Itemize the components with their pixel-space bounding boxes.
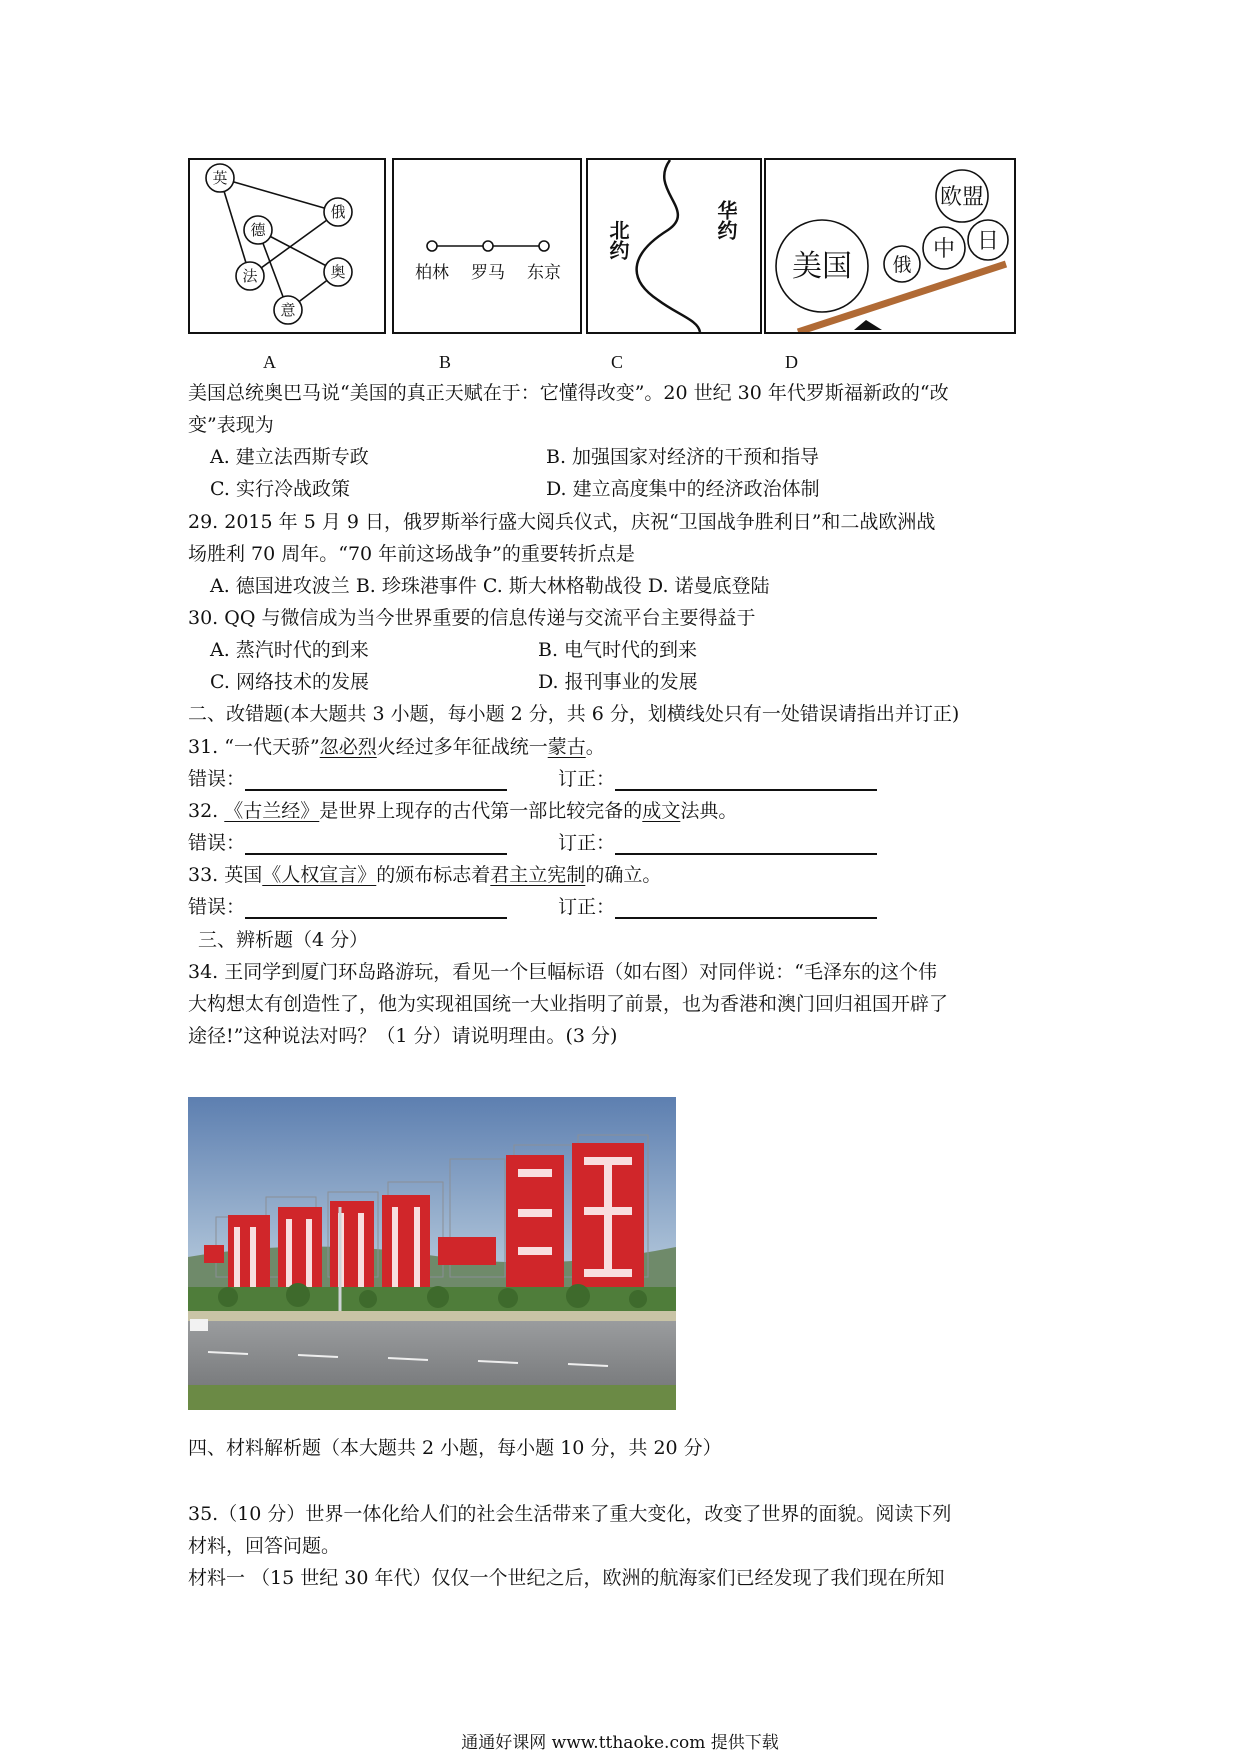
q31-underlined-2: 蒙古 [547,736,586,758]
circle-label: 中 [932,237,956,262]
q32-error-blank[interactable] [245,833,507,855]
section-3-heading: 三、辨析题（4 分） [198,929,369,951]
q32-underlined-1: 《古兰经》 [224,800,320,822]
q28-stem-line1: 美国总统奥巴马说“美国的真正天赋在于：它懂得改变”。20 世纪 30 年代罗斯福新政的“改 [188,382,949,404]
bloc-label-right: 华约 [714,200,738,240]
q32-answer-row [188,829,507,857]
q31-underlined-1: 忽必烈 [319,736,377,758]
q33-underlined-1: 《人权宣言》 [262,864,377,886]
figure-b-axis-diagram [392,158,582,334]
figure-caption-b: B [439,352,452,372]
q33-answer-row [188,893,507,921]
figure-caption-a: A [263,352,276,372]
q35-line1: 35.（10 分）世界一体化给人们的社会生活带来了重大变化，改变了世界的面貌。阅读下列 [188,1503,952,1525]
city-label: 柏林 [415,263,449,283]
q31-error-blank[interactable] [245,769,507,791]
q33-underlined-2: 君主立宪制 [490,864,586,886]
q31-stem: 31. “一代天骄”忽必烈火经过多年征战统一蒙古。 [188,736,605,758]
q31-fix-blank[interactable] [615,769,877,791]
q35-line3: 材料一 （15 世纪 30 年代）仅仅一个世纪之后，欧洲的航海家们已经发现了我们现在所知 [188,1567,945,1589]
q30-stem: 30. QQ 与微信成为当今世界重要的信息传递与交流平台主要得益于 [188,607,756,629]
q28-stem-line2: 变”表现为 [188,414,274,436]
q33-stem: 33. 英国《人权宣言》的颁布标志着君主立宪制的确立。 [188,864,662,886]
figure-caption-d: D [785,352,798,372]
city-label: 东京 [527,263,561,283]
circle-label: 俄 [892,254,912,276]
q30-option-b: B. 电气时代的到来 [538,639,698,661]
fix-label: 订正： [558,768,616,790]
fix-label: 订正： [558,832,616,854]
q33-error-blank[interactable] [245,897,507,919]
q32-fix-blank[interactable] [615,833,877,855]
q28-option-a: A. 建立法西斯专政 [210,446,369,468]
figure-d-balance-diagram [764,158,1016,334]
q29-options: A. 德国进攻波兰 B. 珍珠港事件 C. 斯大林格勒战役 D. 诺曼底登陆 [210,575,770,597]
circle-label: 美国 [792,249,852,284]
error-label: 错误： [188,768,246,790]
q28-option-d: D. 建立高度集中的经济政治体制 [546,478,820,500]
q31-fix-row [558,765,877,793]
figure-a-alliance-diagram [188,158,386,334]
node-label: 俄 [330,203,346,221]
slogan-billboard-photo [188,1097,676,1410]
q32-underlined-2: 成文 [642,800,681,822]
q34-line3: 途径!”这种说法对吗？（1 分）请说明理由。(3 分) [188,1025,618,1047]
circle-label: 日 [976,229,1000,254]
q33-fix-blank[interactable] [615,897,877,919]
q29-stem-line2: 场胜利 70 周年。“70 年前这场战争”的重要转折点是 [188,543,635,565]
q33-fix-row [558,893,877,921]
q30-option-d: D. 报刊事业的发展 [538,671,698,693]
node-label: 奥 [330,263,346,281]
q31-answer-row [188,765,507,793]
q30-option-c: C. 网络技术的发展 [210,671,369,693]
section-2-heading: 二、改错题(本大题共 3 小题，每小题 2 分，共 6 分，划横线处只有一处错误请指出并订正) [188,703,960,725]
node-label: 法 [242,267,258,285]
q34-line2: 大构想太有创造性了，他为实现祖国统一大业指明了前景，也为香港和澳门回归祖国开辟了 [188,993,949,1015]
error-label: 错误： [188,896,246,918]
page-footer: 通通好课网 www.tthaoke.com 提供下载 [461,1733,779,1753]
fix-label: 订正： [558,896,616,918]
city-label: 罗马 [471,263,505,283]
circle-label: 欧盟 [939,185,985,210]
q30-option-a: A. 蒸汽时代的到来 [210,639,369,661]
figure-caption-c: C [611,352,624,372]
error-label: 错误： [188,832,246,854]
bloc-label-left: 北约 [606,220,630,260]
q34-line1: 34. 王同学到厦门环岛路游玩，看见一个巨幅标语（如右图）对同伴说：“毛泽东的这个伟 [188,961,937,983]
section-4-heading: 四、材料解析题（本大题共 2 小题，每小题 10 分，共 20 分） [188,1437,722,1459]
figure-c-blocs-diagram [586,158,762,334]
q29-stem-line1: 29. 2015 年 5 月 9 日，俄罗斯举行盛大阅兵仪式，庆祝“卫国战争胜利日”和二战欧洲战 [188,511,936,533]
q32-fix-row [558,829,877,857]
node-label: 德 [250,221,266,239]
node-label: 意 [280,301,296,319]
node-label: 英 [212,169,228,187]
q28-option-b: B. 加强国家对经济的干预和指导 [546,446,820,468]
q32-stem: 32. 《古兰经》是世界上现存的古代第一部比较完备的成文法典。 [188,800,738,822]
q35-line2: 材料，回答问题。 [188,1535,341,1557]
q28-option-c: C. 实行冷战政策 [210,478,350,500]
